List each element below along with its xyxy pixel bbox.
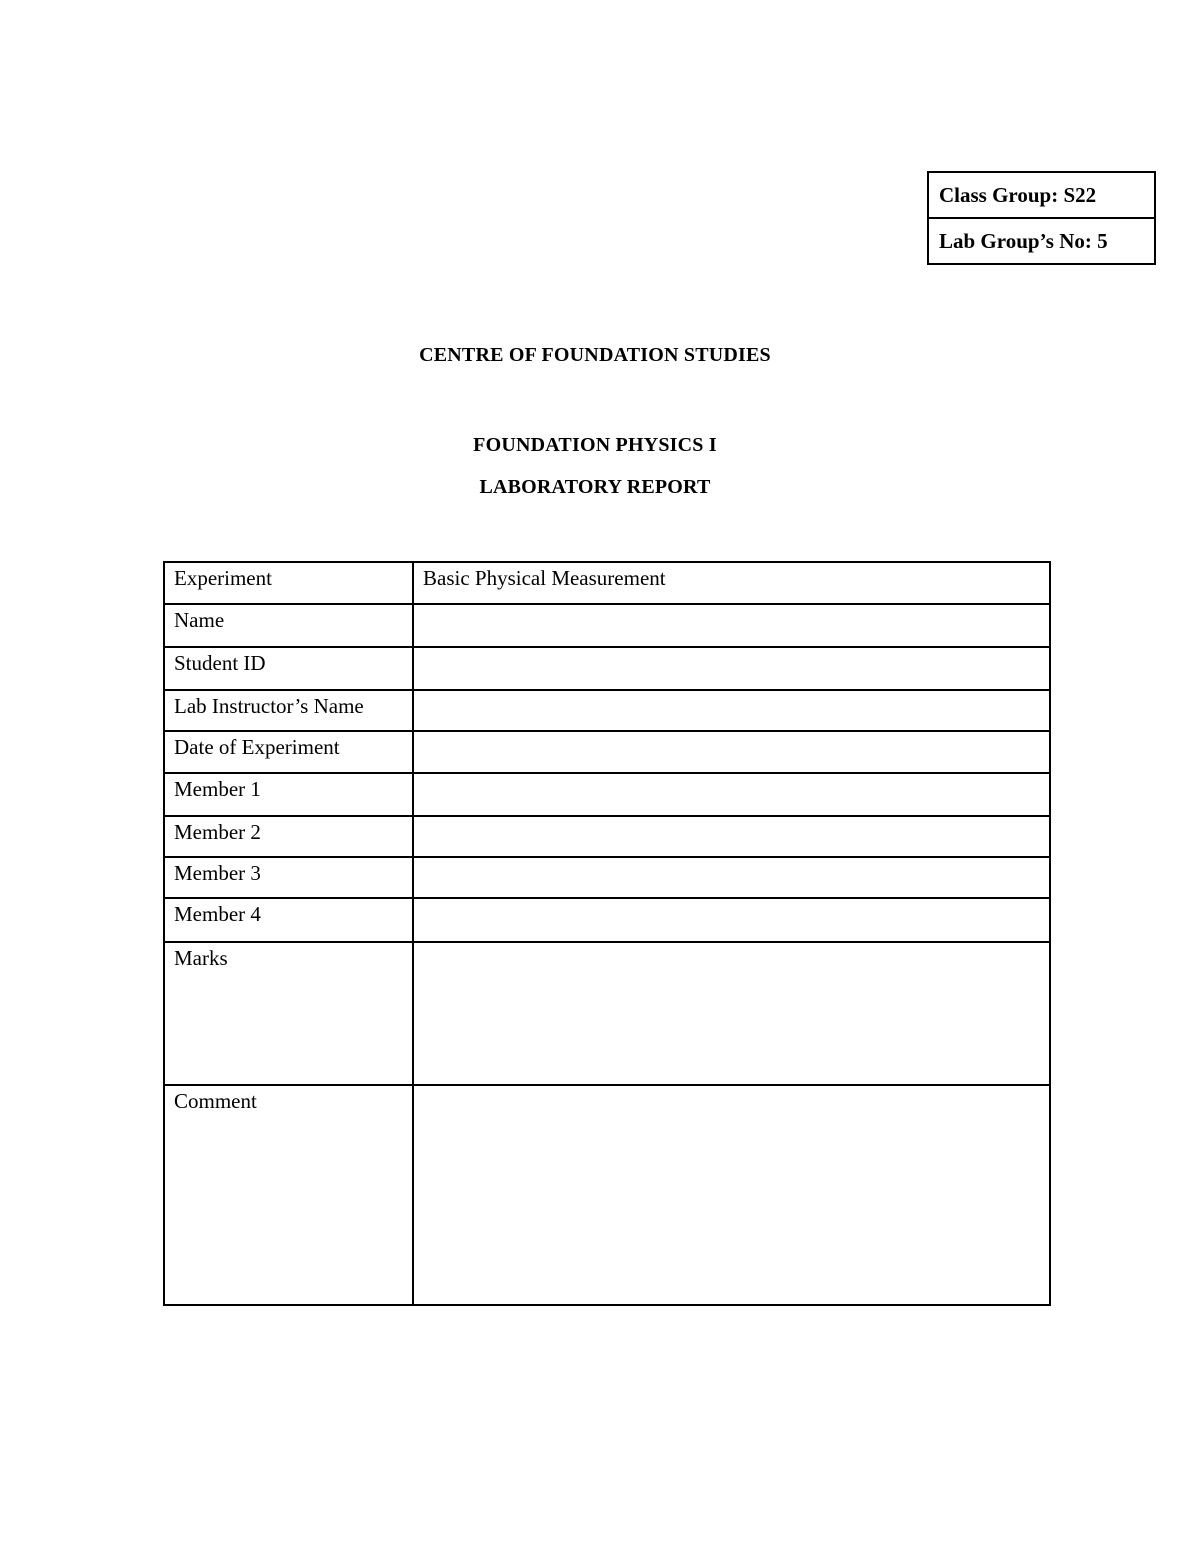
table-row-member-4 xyxy=(164,898,1050,942)
centre-title: CENTRE OF FOUNDATION STUDIES xyxy=(419,344,771,366)
comment-value xyxy=(413,1085,1050,1305)
marks-value xyxy=(413,942,1050,1085)
member-3-value xyxy=(413,857,1050,898)
table-row-lab-instructor xyxy=(164,690,1050,731)
member-2-label: Member 2 xyxy=(164,816,413,857)
lab-instructor-value xyxy=(413,690,1050,731)
table-row-student-id xyxy=(164,647,1050,690)
class-group: Class Group: S22 xyxy=(928,172,1155,218)
member-1-label: Member 1 xyxy=(164,773,413,816)
report-info-table xyxy=(163,561,1051,1306)
student-id-value xyxy=(413,647,1050,690)
name-value xyxy=(413,604,1050,647)
member-3-label: Member 3 xyxy=(164,857,413,898)
group-info-box xyxy=(927,171,1156,265)
table-row-member-3 xyxy=(164,857,1050,898)
member-4-value xyxy=(413,898,1050,942)
experiment-value: Basic Physical Measurement xyxy=(413,562,1050,604)
name-label: Name xyxy=(164,604,413,647)
report-title: LABORATORY REPORT xyxy=(479,476,711,498)
marks-label: Marks xyxy=(164,942,413,1085)
lab-group-number: Lab Group’s No: 5 xyxy=(928,218,1155,264)
table-row-comment xyxy=(164,1085,1050,1305)
lab-group-row xyxy=(928,218,1155,264)
course-title: FOUNDATION PHYSICS I xyxy=(473,434,717,456)
table-row-name xyxy=(164,604,1050,647)
table-row-member-2 xyxy=(164,816,1050,857)
comment-label: Comment xyxy=(164,1085,413,1305)
table-row-experiment xyxy=(164,562,1050,604)
member-4-label: Member 4 xyxy=(164,898,413,942)
member-2-value xyxy=(413,816,1050,857)
student-id-label: Student ID xyxy=(164,647,413,690)
member-1-value xyxy=(413,773,1050,816)
table-row-date xyxy=(164,731,1050,773)
lab-instructor-label: Lab Instructor’s Name xyxy=(164,690,413,731)
date-label: Date of Experiment xyxy=(164,731,413,773)
class-group-row xyxy=(928,172,1155,218)
table-row-marks xyxy=(164,942,1050,1085)
experiment-label: Experiment xyxy=(164,562,413,604)
table-row-member-1 xyxy=(164,773,1050,816)
date-value xyxy=(413,731,1050,773)
